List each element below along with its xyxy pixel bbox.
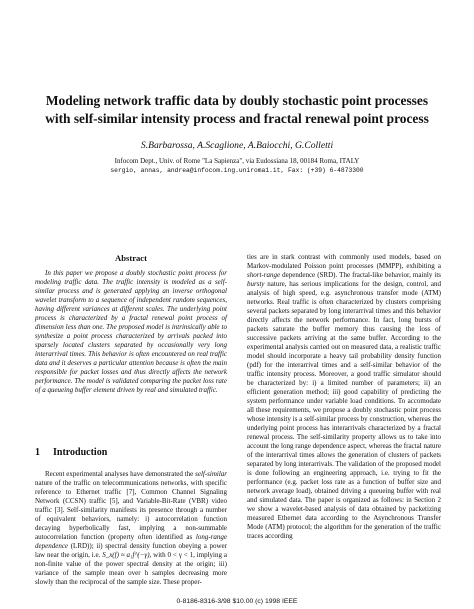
paper-title <box>40 92 434 128</box>
abstract-text: In this paper we propose a doubly stochastic point process for modeling traffic data. The traffic intensity is modeled as a self-similar process and is generated applying an inverse orthogonal wavelet transform to a sequence of independent random sequences, having different variances at different scales. The underlying point process is characterized by a fractal renewal point process of dimension less than one. The proposed model is intrinsically able to synthesize a point process characterized by arrivals packed into sparsely located clusters separated by occasionally very long interarrival times. This behavior is often encountered on real traffic data and it deserves a particular attention because is often the main responsible for packet losses and thus directly affects the network performance. The model is validated comparing the packet loss rate of a queueing buffer element driven by real and simulated traffic. <box>35 269 227 394</box>
right-text-c: nature, has serious implications for the design, control, and analysis of high speed, e.g. asynchronous transfer mode (ATM) networks. Real traffic is often characterized by clusters comprising several packets separated by long interarrival times and this behavior directly affects the network performance. In fact, long bursts of packets saturate the buffer memory thus causing the loss of successive packets arriving at the same buffer. According to the experimental analysis carried out on measured data, a realistic traffic model should incorporate a heavy tail probability density function (pdf) for the interarrival times and a self-similar behavior of the traffic intensity process. Moreover, a good traffic simulator should be characterized by: i) a limited number of parameters; ii) an efficient generation method; iii) good capability of predicting the system performance under variable load conditions. To accomodate all these requirements, we propose a doubly stochastic point process whose intensity is a self-similar process by construction, whereas the underlying point process has interarrivals characterized by a fractal renewal process. The self-similarity property allows us to take into account the long range dependence aspect, whereas the fractal nature of the interarrival times allows the generation of clusters of packets separated by long interarrivals. The validation of the proposed model is done following an engineering approach, i.e. trying to fit the performance (e.g. packet loss rate as a function of buffer size and network average load), obtained driving a queueing buffer with real and simulated data. The paper is organized as follows: in Section 2 we show a wavelet-based analysis of data obtained by packetizing measured Ethernet data according to the Asynchronous Transfer Mode (ATM) protocol; the algorithm for the generation of the traffic traces according <box>247 280 441 540</box>
section-heading-introduction <box>35 447 227 458</box>
affiliation: Infocom Dept., Univ. of Rome "La Sapienza", via Eudossiana 18, 00184 Roma, ITALY <box>114 157 360 165</box>
intro-emph-lrd: long-range dependence <box>35 533 227 550</box>
right-emph-short-range: short-range <box>247 271 281 279</box>
intro-emph-self-similar: self-similar <box>195 470 227 478</box>
author-list: S.Barbarossa, A.Scaglione, A.Baiocchi, G.Colletti <box>140 140 334 151</box>
intro-text-b: nature of the traffic on telecommunications networks, with specific reference to Ethernet traffic [7], Common Channel Signaling Network (CCSN) traffic [5], and Variable-Bit-Rate (VBR) video traffic [3]. Self-similarity manifests its presence through a number of equivalent behaviors, namely: i) autocorrelation function decaying hyperbolically fast, implying a non-summable autocorrelation function (property often identified as <box>35 479 227 541</box>
right-column-text <box>247 253 441 541</box>
right-emph-bursty: bursty <box>247 280 265 288</box>
title-line-1: Modeling network traffic data by doubly stochastic point processes <box>45 93 429 108</box>
affiliation-block <box>40 156 434 176</box>
copyright-footer: 0-8186-8316-3/98 $10.00 (c) 1998 IEEE <box>176 598 298 605</box>
section-number: 1 <box>35 447 40 458</box>
abstract-heading: Abstract <box>115 253 147 263</box>
intro-text-d: , with 0 < γ < 1, implying a non-finite value of the power spectral density at the origin; iii) variance of the sample mean over h samples decreasing more slowly than the reciprocal of the sample size. These proper- <box>35 551 228 586</box>
section-title: Introduction <box>53 447 108 458</box>
spectral-density-formula: S_x(f) ≈ a₁f^(−γ) <box>102 551 150 559</box>
contact-emails: sergio, annas, andrea@infocom.ing.uniroma1.it, Fax: (+39) 6-4873300 <box>110 167 364 174</box>
title-line-2: with self-similar intensity process and fractal renewal point process <box>45 111 429 126</box>
intro-text-a: Recent experimental analyses have demonstrated the <box>45 470 196 478</box>
intro-text-c: (LRD)); ii) spectral density function obeying a power law near the origin, i.e. <box>35 542 227 559</box>
introduction-paragraph <box>35 470 227 587</box>
right-text-b: dependence (SRD). The fractal-like behavior, mainly its <box>280 271 441 279</box>
right-text-a: ties are in stark contrast with commonly used models, based on Markov-modulated Poisson point processes (MMPP), exhibiting a <box>247 253 441 270</box>
